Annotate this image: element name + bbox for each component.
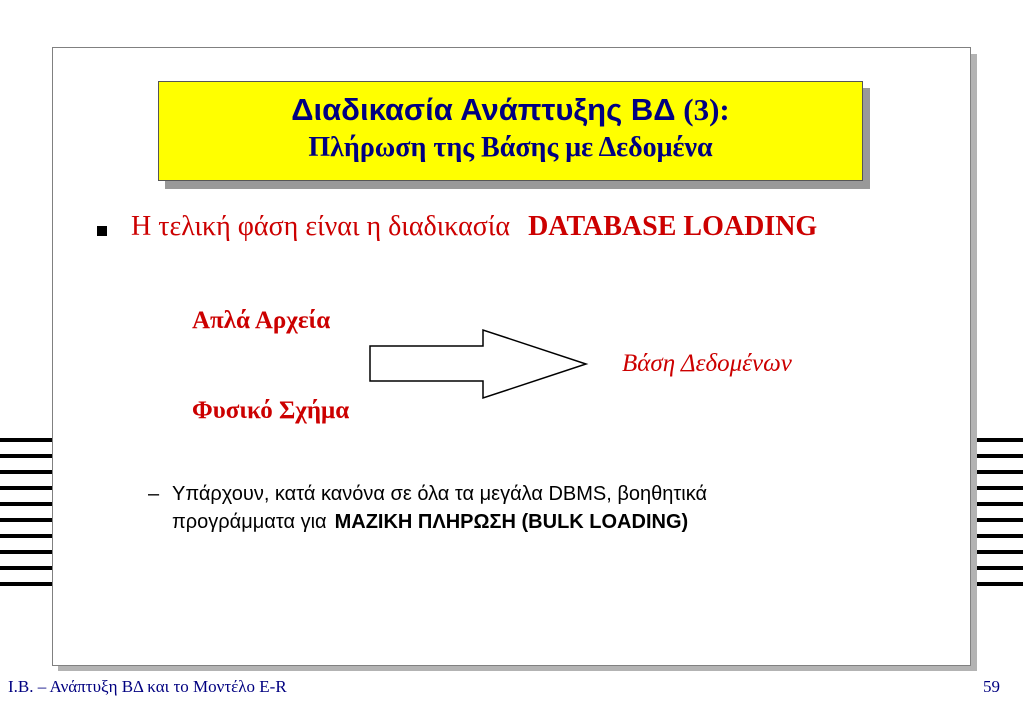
target-database-label: Βάση Δεδομένων: [622, 350, 792, 377]
footer-course-title: Ι.Β. – Ανάπτυξη ΒΔ και το Μοντέλο Ε-R: [8, 677, 287, 696]
title-line-2: Πλήρωση της Βάσης με Δεδομένα: [308, 132, 713, 163]
bullet-text: [131, 211, 817, 243]
bullet-square-icon: [97, 226, 107, 236]
title-line-1: [159, 92, 862, 128]
bullet-text-main: Η τελική φάση είναι η διαδικασία: [131, 211, 511, 242]
page-number: 59: [983, 677, 1000, 696]
source-flat-files-label: Απλά Αρχεία: [192, 307, 331, 334]
sub-bullet-line-1: Υπάρχουν, κατά κανόνα σε όλα τα μεγάλα DBMS, βοηθητικά: [172, 483, 708, 505]
sub-bullet: [148, 480, 707, 536]
title-number: (3):: [683, 92, 730, 127]
right-decorative-lines: [976, 438, 1023, 598]
sub-bullet-dash: –: [148, 483, 160, 505]
title-box: [158, 81, 863, 181]
right-arrow-icon: [368, 328, 590, 400]
title-main: Διαδικασία Ανάπτυξης ΒΔ: [291, 92, 676, 127]
sub-bullet-emphasis: ΜΑΖΙΚΗ ΠΛΗΡΩΣΗ (BULK LOADING): [334, 511, 689, 533]
sub-bullet-line-2: προγράμματα για: [172, 511, 327, 533]
left-decorative-lines: [0, 438, 52, 598]
source-physical-schema-label: Φυσικό Σχήμα: [192, 397, 350, 424]
bullet-emphasis: DATABASE LOADING: [528, 211, 818, 242]
